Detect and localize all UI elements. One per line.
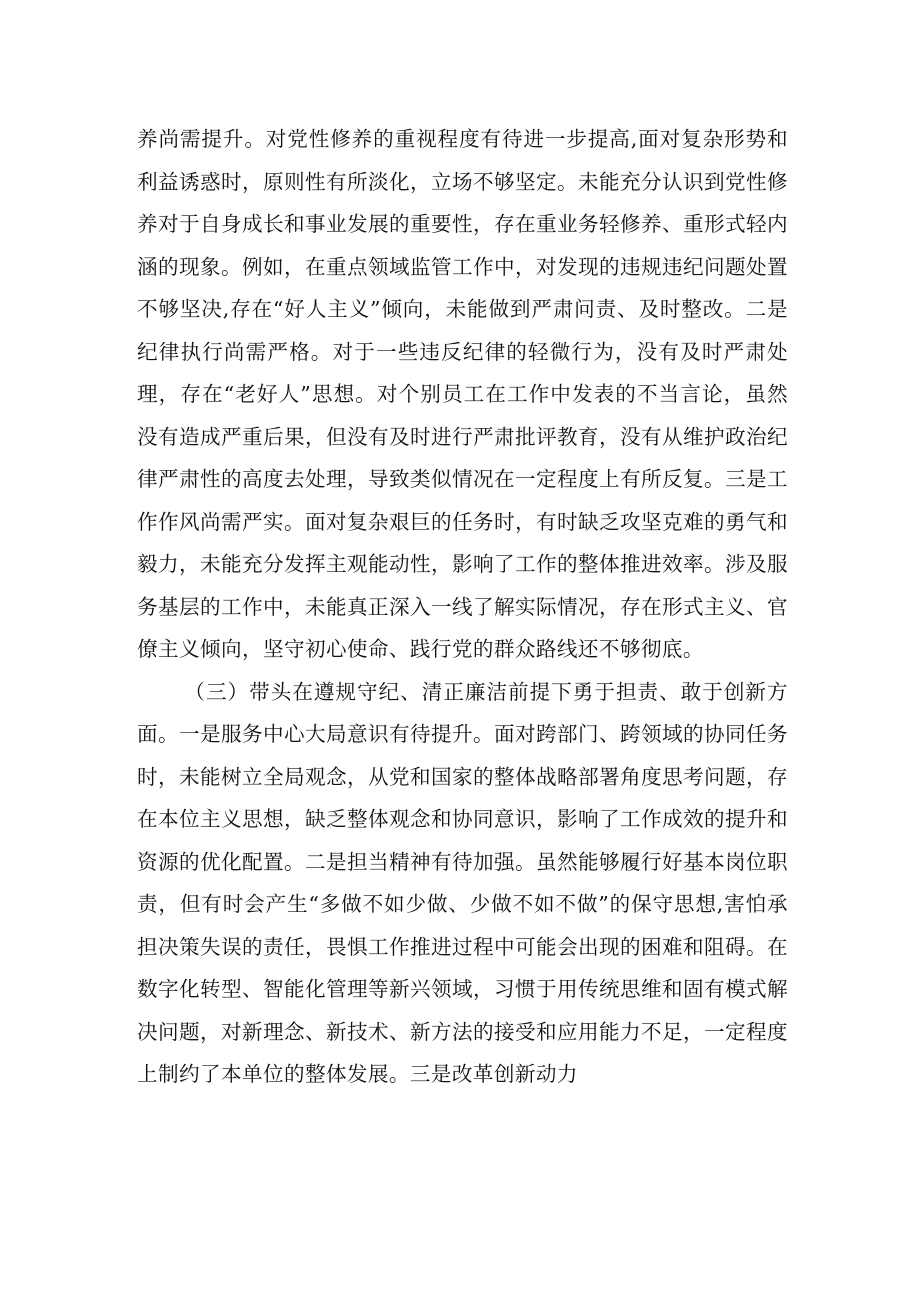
paragraph-1: 养尚需提升。对党性修养的重视程度有待进一步提高,面对复杂形势和利益诱惑时，原则性有所淡化，立场不够坚定。未能充分认识到党性修养对于自身成长和事业发展的重要性，存在重业务轻修养、重形式轻内涵的现象。例如，在重点领域监管工作中，对发现的违规违纪问题处置不够坚决,存在“好人主义”倾向，未能做到严肃问责、及时整改。二是纪律执行尚需严格。对于一些违反纪律的轻微行为，没有及时严肃处理，存在“老好人”思想。对个别员工在工作中发表的不当言论，虽然没有造成严重后果，但没有及时进行严肃批评教育，没有从维护政治纪律严肃性的高度去处理，导致类似情况在一定程度上有所反复。三是工作作风尚需严实。面对复杂艰巨的任务时，有时缺乏攻坚克难的勇气和毅力，未能充分发挥主观能动性，影响了工作的整体推进效率。涉及服务基层的工作中，未能真正深入一线了解实际情况，存在形式主义、官僚主义倾向，坚守初心使命、践行党的群众路线还不够彻底。 (137, 127, 788, 661)
document-body (137, 118, 788, 1096)
paragraph-2: （三）带头在遵规守纪、清正廉洁前提下勇于担责、敢于创新方面。一是服务中心大局意识有待提升。面对跨部门、跨领域的协同任务时，未能树立全局观念，从党和国家的整体战略部署角度思考问题，存在本位主义思想，缺乏整体观念和协同意识，影响了工作成效的提升和资源的优化配置。二是担当精神有待加强。虽然能够履行好基本岗位职责，但有时会产生“多做不如少做、少做不如不做”的保守思想,害怕承担决策失误的责任，畏惧工作推进过程中可能会出现的困难和阻碍。在数字化转型、智能化管理等新兴领域，习惯于用传统思维和固有模式解决问题，对新理念、新技术、新方法的接受和应用能力不足，一定程度上制约了本单位的整体发展。三是改革创新动力 (137, 679, 788, 1086)
